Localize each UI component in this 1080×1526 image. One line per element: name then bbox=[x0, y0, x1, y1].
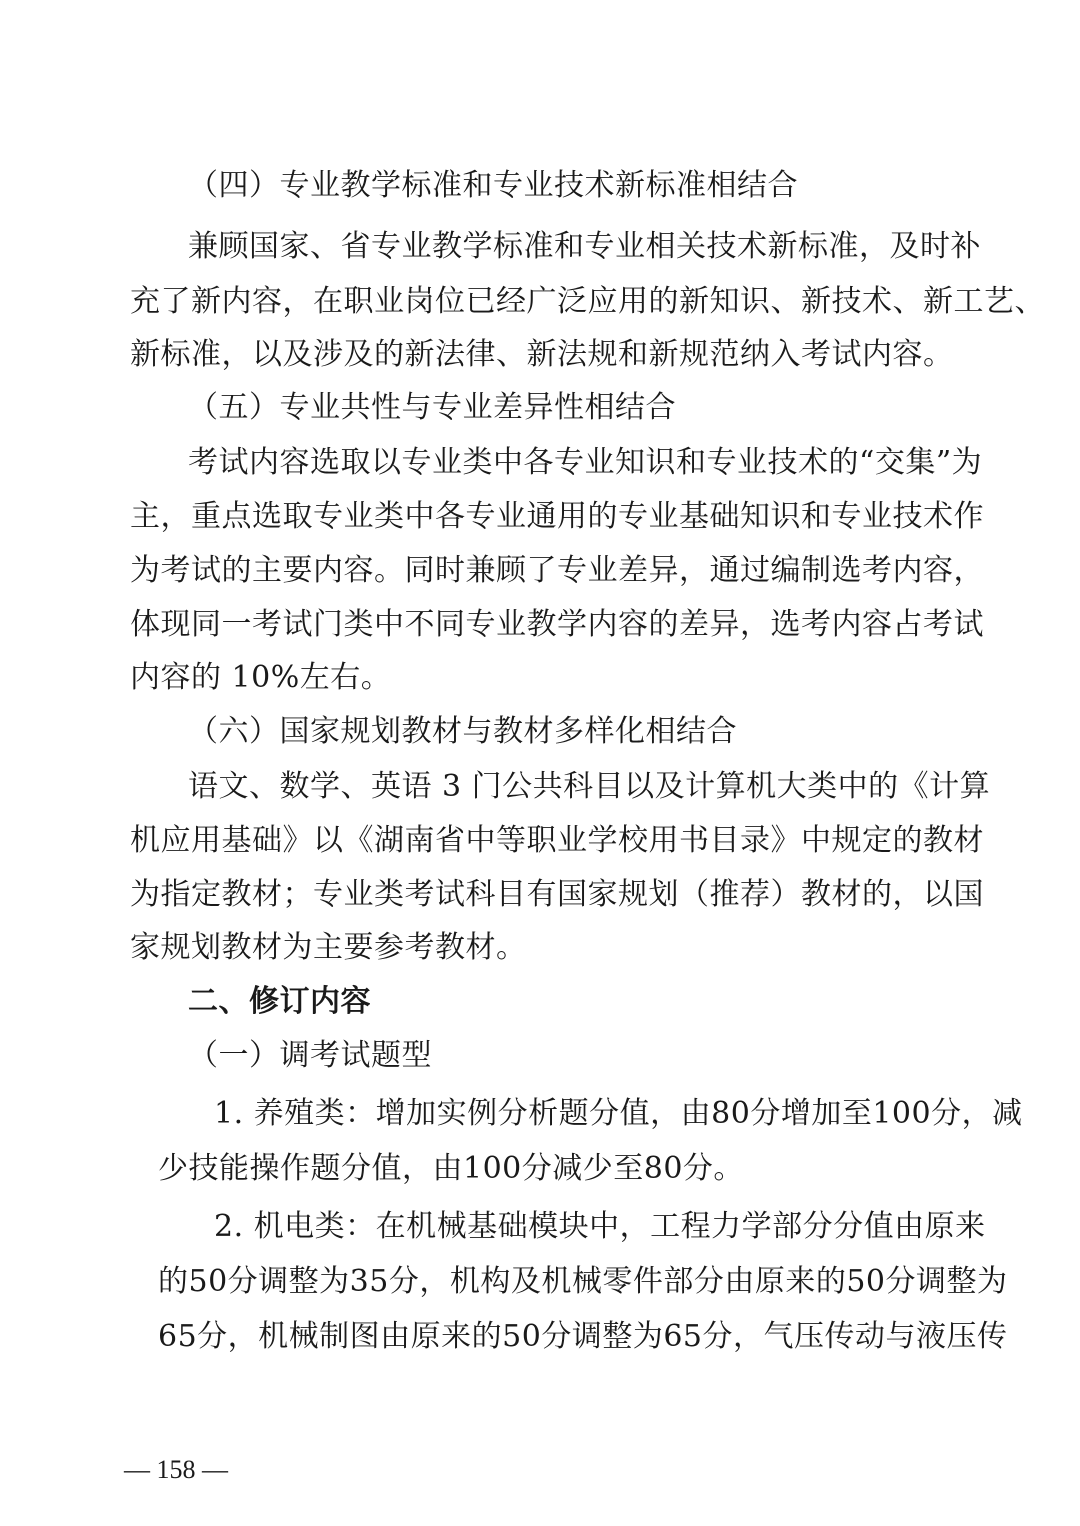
paragraph-line: 65分，机械制图由原来的50分调整为65分，气压传动与液压传 bbox=[158, 1319, 1008, 1354]
paragraph-line: 语文、数学、英语 3 门公共科目以及计算机大类中的《计算 bbox=[188, 769, 991, 804]
section-heading: 二、修订内容 bbox=[188, 984, 371, 1019]
paragraph-line: 为考试的主要内容。同时兼顾了专业差异，通过编制选考内容， bbox=[130, 553, 984, 588]
paragraph-line: 内容的 10%左右。 bbox=[130, 660, 392, 695]
paragraph-line: 新标准，以及涉及的新法律、新法规和新规范纳入考试内容。 bbox=[130, 337, 954, 372]
page-number: — 158 — bbox=[124, 1455, 228, 1484]
paragraph-line: 为指定教材；专业类考试科目有国家规划（推荐）教材的，以国 bbox=[130, 877, 984, 912]
subheading-6: （六）国家规划教材与教材多样化相结合 bbox=[188, 714, 737, 749]
paragraph-line: 充了新内容，在职业岗位已经广泛应用的新知识、新技术、新工艺、 bbox=[130, 284, 1045, 319]
subheading-5: （五）专业共性与专业差异性相结合 bbox=[188, 390, 676, 425]
paragraph-line: 兼顾国家、省专业教学标准和专业相关技术新标准，及时补 bbox=[188, 229, 981, 264]
paragraph-line: 的50分调整为35分，机构及机械零件部分由原来的50分调整为 bbox=[158, 1264, 1008, 1299]
paragraph-line: 主，重点选取专业类中各专业通用的专业基础知识和专业技术作 bbox=[130, 499, 984, 534]
paragraph-line: 1. 养殖类：增加实例分析题分值，由80分增加至100分，减 bbox=[214, 1096, 1023, 1131]
paragraph-line: 少技能操作题分值，由100分减少至80分。 bbox=[158, 1151, 744, 1186]
paragraph-line: 机应用基础》以《湖南省中等职业学校用书目录》中规定的教材 bbox=[130, 823, 984, 858]
subheading-4: （四）专业教学标准和专业技术新标准相结合 bbox=[188, 168, 798, 203]
paragraph-line: 家规划教材为主要参考教材。 bbox=[130, 930, 527, 965]
paragraph-line: 考试内容选取以专业类中各专业知识和专业技术的“交集”为 bbox=[188, 445, 983, 480]
subheading-1: （一）调考试题型 bbox=[188, 1038, 432, 1073]
paragraph-line: 体现同一考试门类中不同专业教学内容的差异，选考内容占考试 bbox=[130, 607, 984, 642]
paragraph-line: 2. 机电类：在机械基础模块中，工程力学部分分值由原来 bbox=[214, 1209, 986, 1244]
